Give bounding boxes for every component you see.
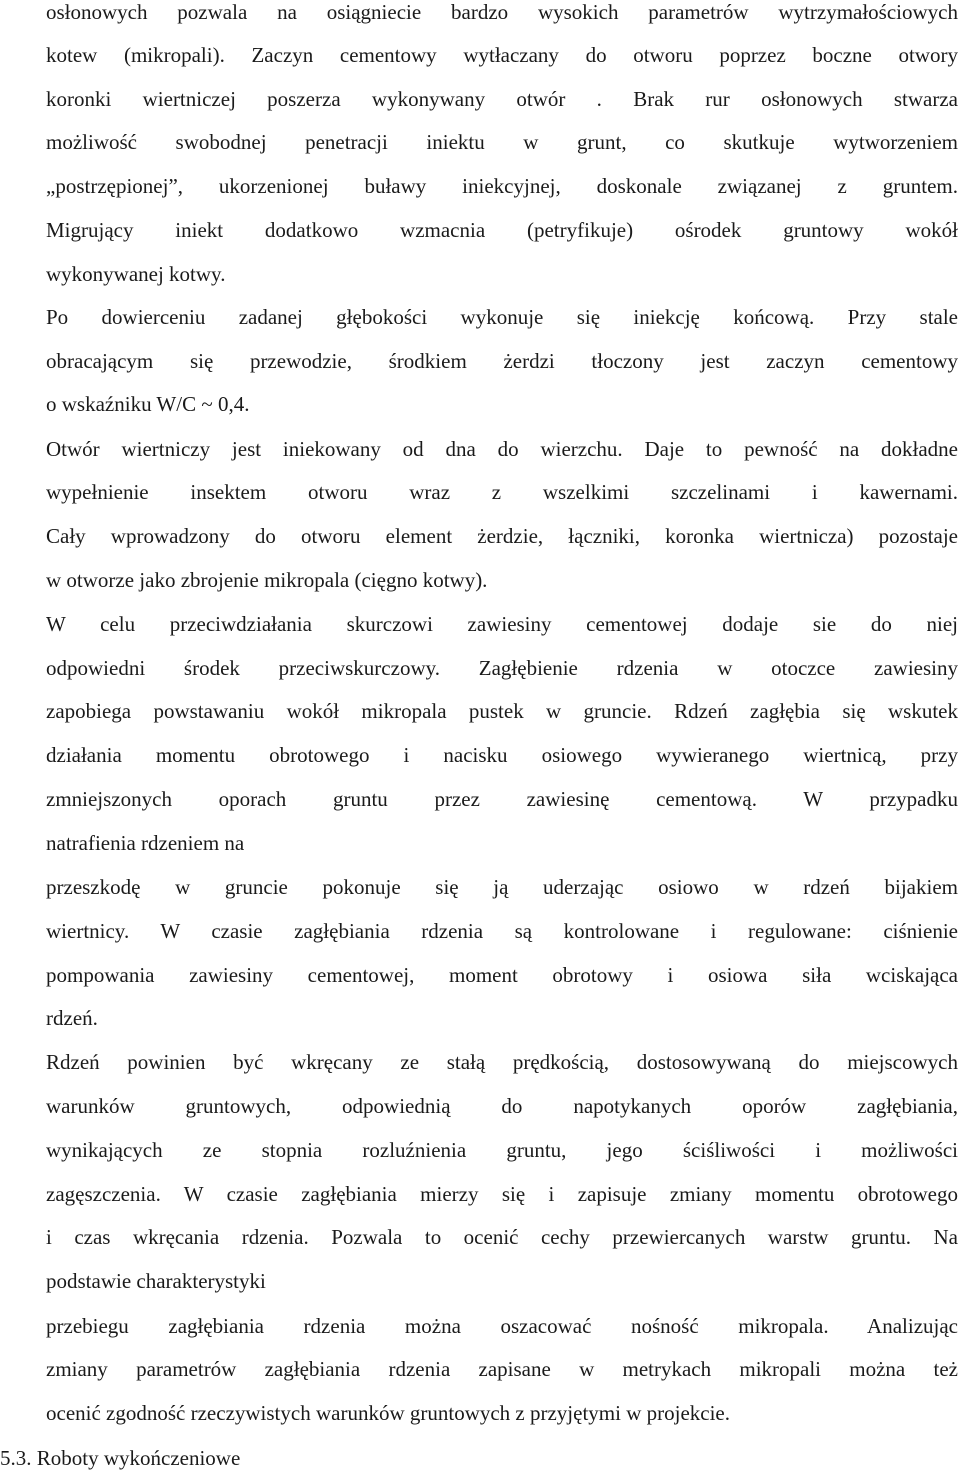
text-line: natrafienia rdzeniem na <box>46 831 245 855</box>
text-line: koronki wiertniczej poszerza wykonywany otwór . Brak rur osłonowych stwarza <box>46 87 958 111</box>
text-line: przeszkodę w gruncie pokonuje się ją uderzając osiowo w rdzeń bijakiem <box>46 875 958 899</box>
text-line: Migrujący iniekt dodatkowo wzmacnia (petryfikuje) ośrodek gruntowy wokół <box>46 218 958 242</box>
text-line: Otwór wiertniczy jest iniekowany od dna do wierzchu. Daje to pewność na dokładne <box>46 437 958 461</box>
text-line: Cały wprowadzony do otworu element żerdzie, łączniki, koronka wiertnicza) pozostaje <box>46 524 958 548</box>
text-line: zagęszczenia. W czasie zagłębiania mierzy się i zapisuje zmiany momentu obrotowego <box>46 1182 958 1206</box>
text-line: kotew (mikropali). Zaczyn cementowy wytłaczany do otworu poprzez boczne otwory <box>46 43 958 67</box>
text-line: działania momentu obrotowego i nacisku osiowego wywieranego wiertnicą, przy <box>46 743 958 767</box>
text-line: rdzeń. <box>46 1006 98 1030</box>
text-line: o wskaźniku W/C ~ 0,4. <box>46 392 250 416</box>
text-line: Po dowierceniu zadanej głębokości wykonuje się iniekcję końcową. Przy stale <box>46 305 958 329</box>
text-line: Rdzeń powinien być wkręcany ze stałą prędkością, dostosowywaną do miejscowych <box>46 1050 958 1074</box>
text-line: w otworze jako zbrojenie mikropala (cięgno kotwy). <box>46 568 488 592</box>
text-line: wynikających ze stopnia rozluźnienia gruntu, jego ściśliwości i możliwości <box>46 1138 958 1162</box>
text-line: ocenić zgodność rzeczywistych warunków gruntowych z przyjętymi w projekcie. <box>46 1401 731 1425</box>
text-line: zmniejszonych oporach gruntu przez zawiesinę cementową. W przypadku <box>46 787 958 811</box>
text-line: warunków gruntowych, odpowiednią do napotykanych oporów zagłębiania, <box>46 1094 958 1118</box>
text-line: zmiany parametrów zagłębiania rdzenia zapisane w metrykach mikropali można też <box>46 1357 958 1381</box>
text-line: wykonywanej kotwy. <box>46 262 226 286</box>
text-line: W celu przeciwdziałania skurczowi zawiesiny cementowej dodaje sie do niej <box>46 612 958 636</box>
text-line: „postrzępionej”, ukorzenionej buławy iniekcyjnej, doskonale związanej z gruntem. <box>46 174 958 198</box>
text-line: odpowiedni środek przeciwskurczowy. Zagłębienie rdzenia w otoczce zawiesiny <box>46 656 958 680</box>
text-line: zapobiega powstawaniu wokół mikropala pustek w gruncie. Rdzeń zagłębia się wskutek <box>46 699 958 723</box>
text-line: możliwość swobodnej penetracji iniektu w grunt, co skutkuje wytworzeniem <box>46 130 958 154</box>
text-line: wypełnienie insektem otworu wraz z wszelkimi szczelinami i kawernami. <box>46 480 958 504</box>
section-heading: 5.3. Roboty wykończeniowe <box>0 1446 241 1470</box>
text-line: obracającym się przewodzie, środkiem żerdzi tłoczony jest zaczyn cementowy <box>46 349 958 373</box>
text-line: przebiegu zagłębiania rdzenia można oszacować nośność mikropala. Analizując <box>46 1314 958 1338</box>
text-line: i czas wkręcania rdzenia. Pozwala to ocenić cechy przewiercanych warstw gruntu. Na <box>46 1225 958 1249</box>
text-line: podstawie charakterystyki <box>46 1269 266 1293</box>
text-line: pompowania zawiesiny cementowej, moment obrotowy i osiowa siła wciskająca <box>46 963 958 987</box>
text-line: wiertnicy. W czasie zagłębiania rdzenia są kontrolowane i regulowane: ciśnienie <box>46 919 958 943</box>
text-line: osłonowych pozwala na osiągniecie bardzo wysokich parametrów wytrzymałościowych <box>46 0 958 24</box>
